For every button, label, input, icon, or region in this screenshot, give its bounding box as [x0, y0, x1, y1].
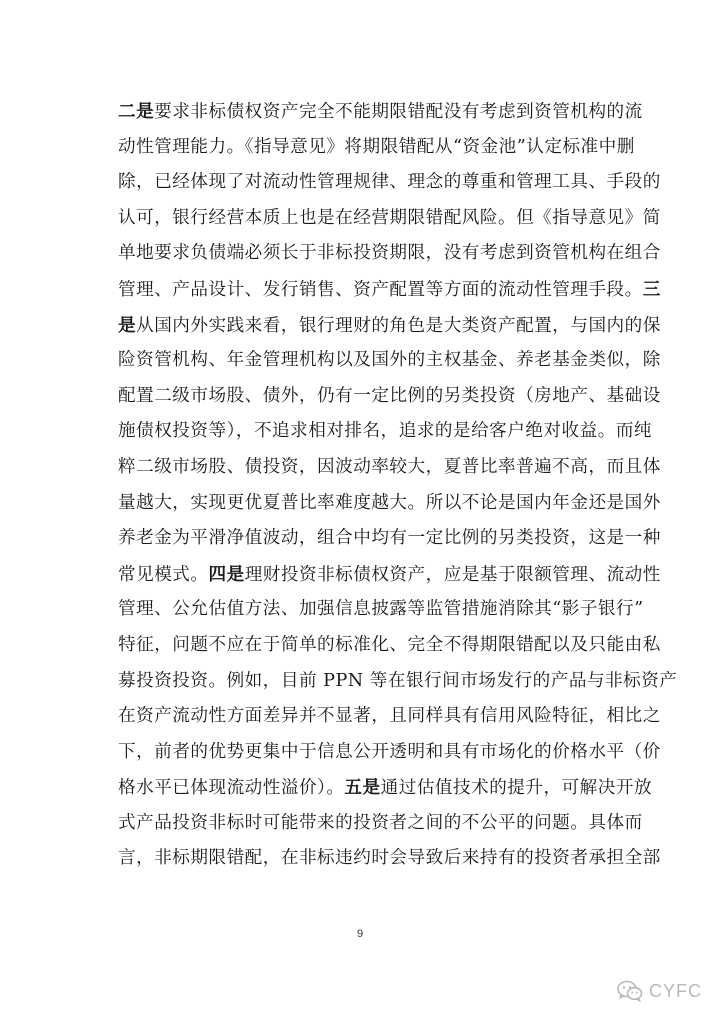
text-segment: 管理、产品设计、发行销售、资产配置等方面的流动性管理手段。: [118, 279, 643, 300]
text-line: [118, 664, 678, 700]
text-segment: 养老金为平滑净值波动，组合中均有一定比例的另类投资，这是一种: [118, 528, 661, 549]
text-segment: 在资产流动性方面差异并不显著，且同样具有信用风险特征，相比之: [118, 706, 661, 727]
text-line: [118, 236, 661, 272]
text-line: [118, 272, 661, 308]
text-segment: 动性管理能力。《指导意见》将期限错配从“资金池”认定标准中删: [118, 136, 635, 157]
bold-enumerator: 是: [118, 314, 137, 336]
text-segment: 从国内外实践来看，银行理财的角色是大类资产配置，与国内的保: [136, 315, 661, 336]
text-segment: 式产品投资非标时可能带来的投资者之间的不公平的问题。具体而: [118, 812, 643, 833]
text-segment: 言，非标期限错配，在非标违约时会导致后来持有的投资者承担全部: [118, 848, 661, 869]
text-segment: 常见模式。: [118, 564, 209, 585]
watermark: [617, 980, 702, 1002]
text-segment: 配置二级市场股、债外，仍有一定比例的另类投资（房地产、基础设: [118, 385, 661, 406]
text-segment: 格水平已体现流动性溢价）。: [118, 778, 345, 799]
text-segment: 除，已经体现了对流动性管理规律、理念的尊重和管理工具、手段的: [118, 172, 661, 193]
text-line: [118, 699, 661, 735]
text-line: [118, 770, 653, 806]
text-line: [118, 94, 643, 130]
text-segment: 单地要求负债端必须长于非标投资期限，没有考虑到资管机构在组合: [118, 243, 661, 264]
bold-enumerator: 四是: [208, 563, 245, 585]
watermark-text: CYFC: [649, 980, 702, 1001]
text-segment: 通过估值技术的提升，可解决开放: [380, 778, 653, 799]
text-segment: 募投资投资。例如，目前 PPN 等在银行间市场发行的产品与非标资产: [118, 670, 678, 691]
bold-enumerator: 二是: [118, 101, 155, 122]
text-line: [118, 130, 635, 166]
text-segment: 粹二级市场股、债投资，因波动率较大，夏普比率普遍不高，而且体: [118, 456, 661, 477]
text-line: [118, 735, 661, 771]
text-segment: 管理、公允估值方法、加强信息披露等监管措施消除其“影子银行”: [118, 599, 644, 620]
text-line: [118, 592, 644, 628]
text-line: [118, 521, 661, 557]
text-line: [118, 628, 661, 664]
text-line: [118, 201, 661, 237]
bold-enumerator: 三: [642, 278, 661, 300]
text-line: [118, 486, 661, 522]
text-line: [118, 165, 661, 201]
text-segment: 认可，银行经营本质上也是在经营期限错配风险。但《指导意见》简: [118, 207, 661, 228]
text-line: [118, 414, 653, 450]
text-line: [118, 557, 661, 593]
body-text: [118, 94, 678, 877]
text-segment: 理财投资非标债权资产，应是基于限额管理、流动性: [244, 564, 661, 585]
text-line: [118, 450, 661, 486]
text-line: [118, 343, 661, 379]
text-segment: 特征，问题不应在于简单的标准化、完全不得期限错配以及只能由私: [118, 634, 661, 655]
text-line: [118, 806, 643, 842]
page-number: 9: [356, 928, 364, 940]
text-segment: 要求非标债权资产完全不能期限错配没有考虑到资管机构的流: [154, 102, 643, 122]
text-segment: 下，前者的优势更集中于信息公开透明和具有市场化的价格水平（价: [118, 741, 661, 762]
text-line: [118, 841, 661, 877]
text-segment: 量越大，实现更优夏普比率难度越大。所以不论是国内年金还是国外: [118, 492, 661, 513]
wechat-icon: [617, 980, 643, 1002]
text-line: [118, 308, 661, 344]
text-segment: 施债权投资等），不追求相对排名，追求的是给客户绝对收益。而纯: [118, 421, 653, 442]
text-line: [118, 379, 661, 415]
text-segment: 险资管机构、年金管理机构以及国外的主权基金、养老基金类似，除: [118, 350, 661, 371]
bold-enumerator: 五是: [344, 777, 381, 799]
